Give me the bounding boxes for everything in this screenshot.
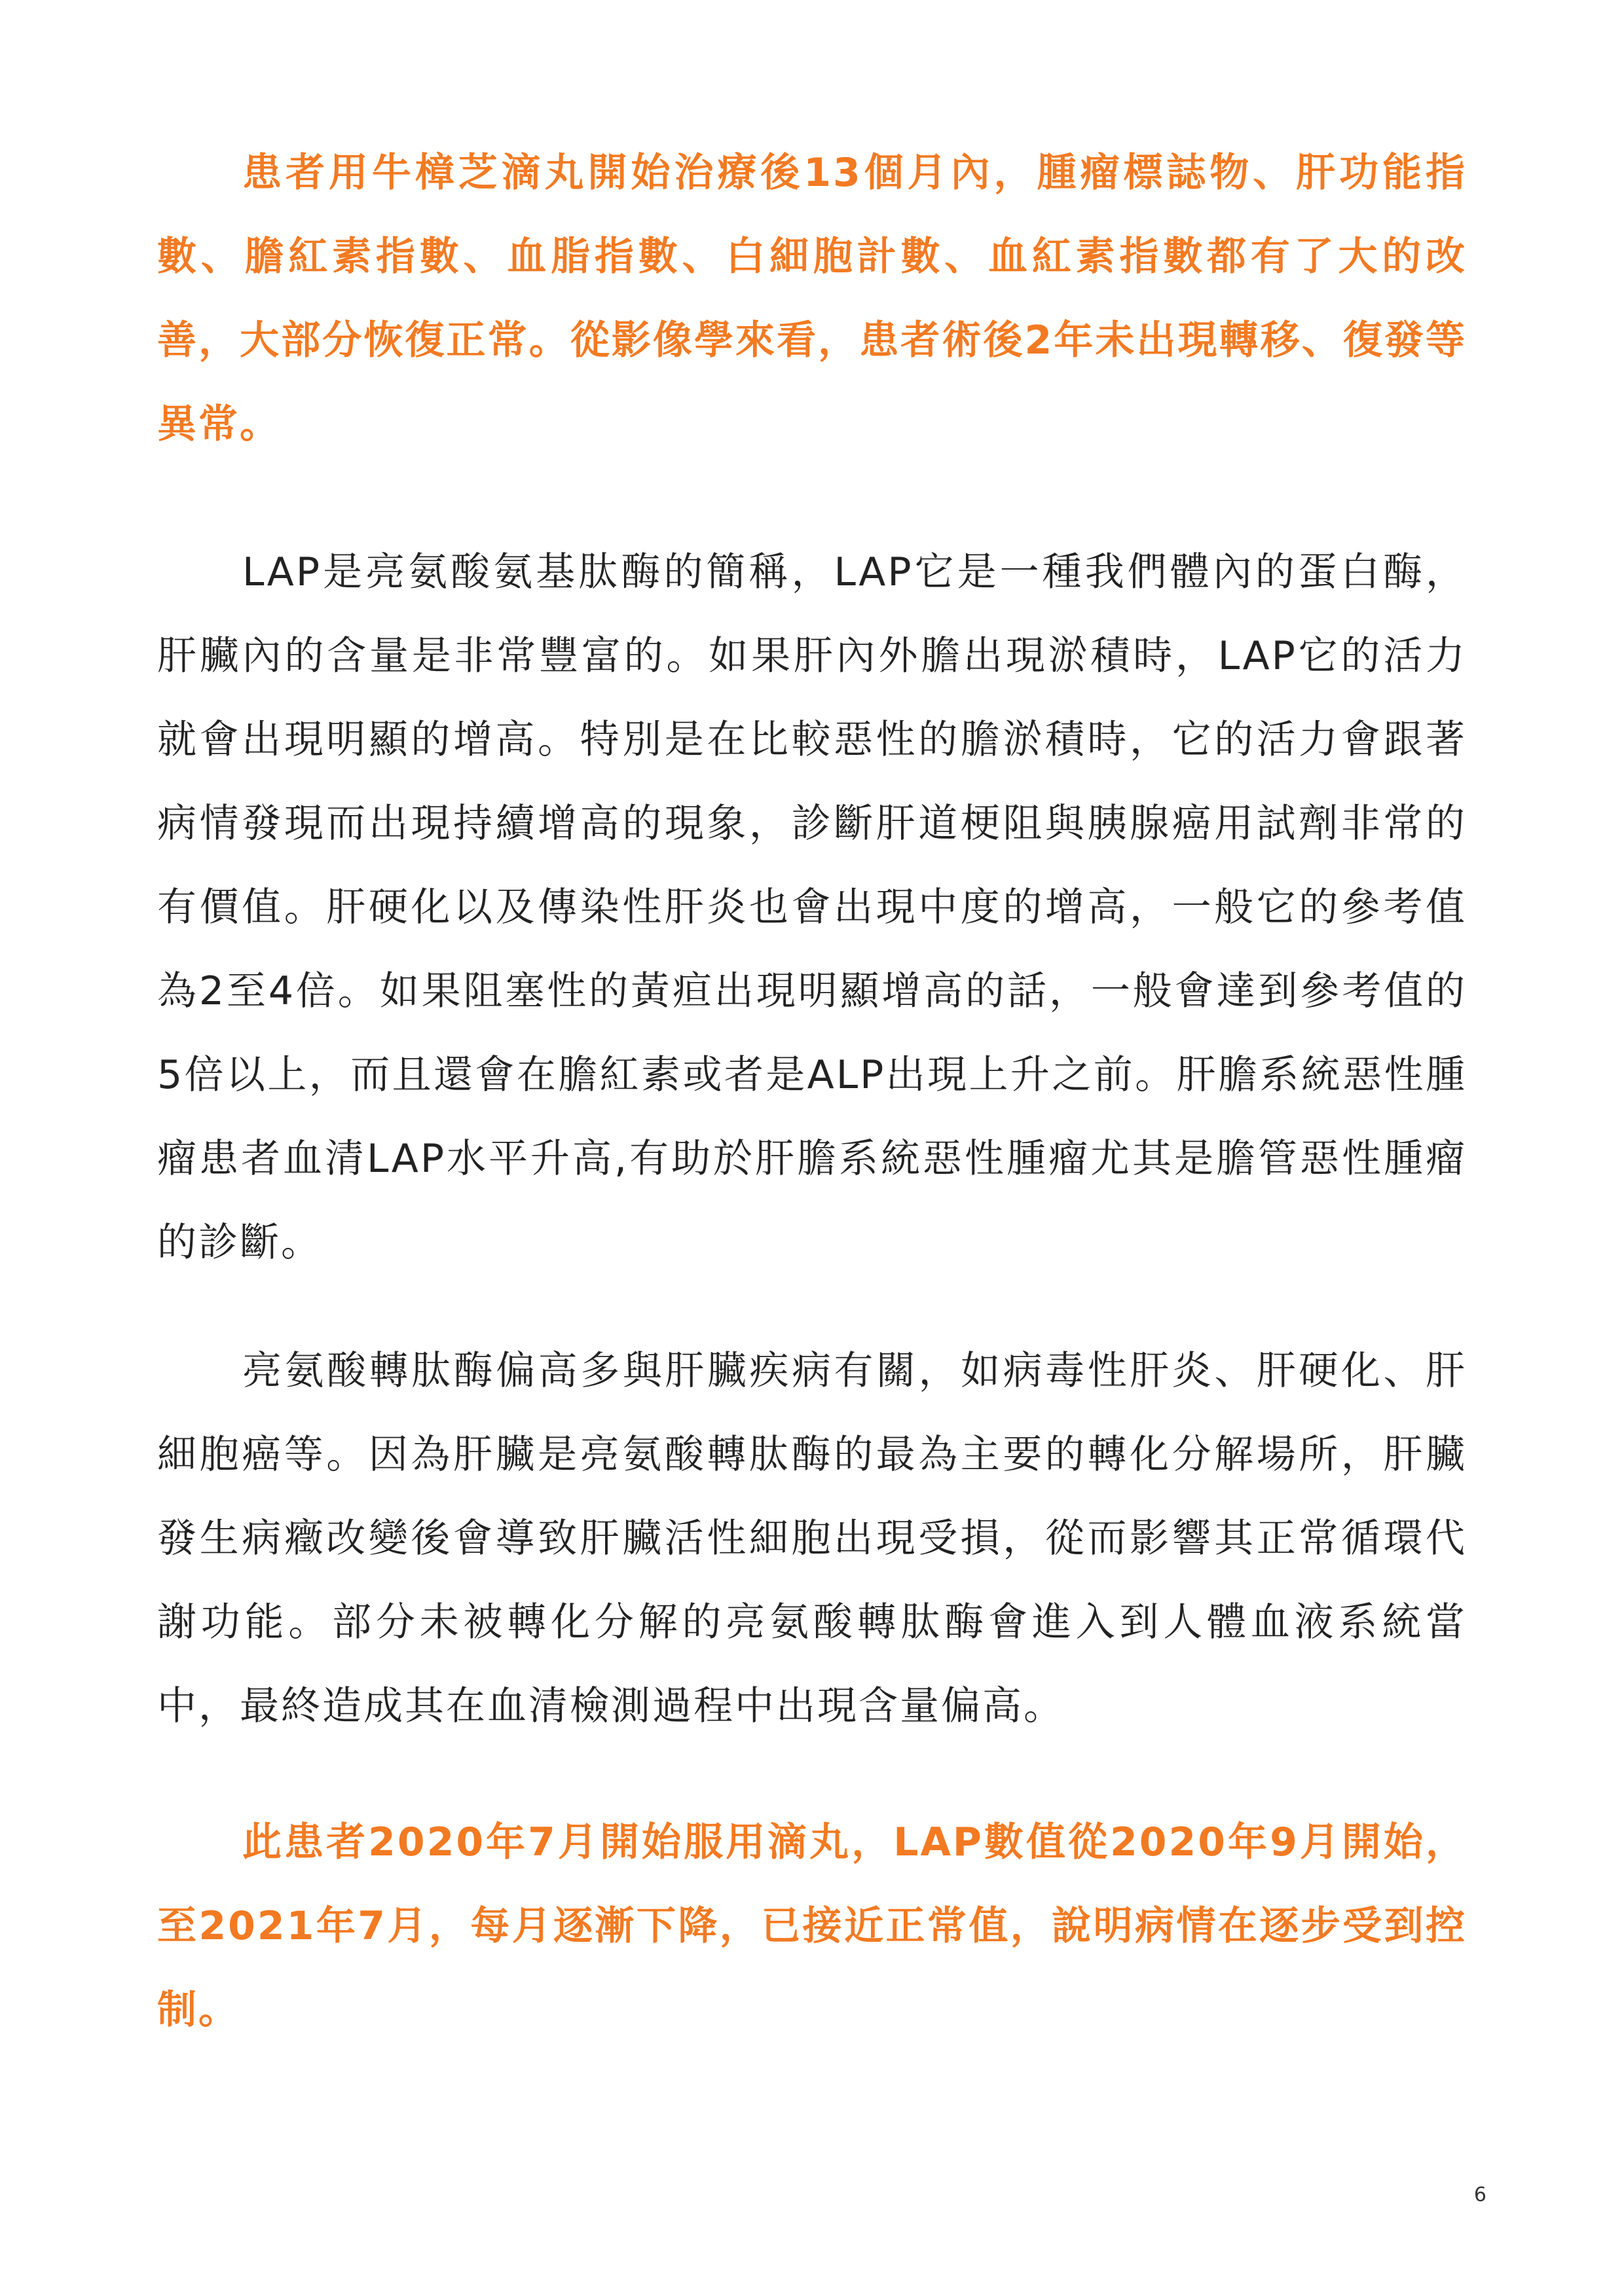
paragraph-lap-elevation-causes: 亮氨酸轉肽酶偏高多與肝臟疾病有關，如病毒性肝炎、肝硬化、肝細胞癌等。因為肝臟是亮氨酸轉肽酶的最為主要的轉化分解場所，肝臟發生病癥改變後會導致肝臟活性細胞出現受損，從而影響其正常循環代謝功能。部分未被轉化分解的亮氨酸轉肽酶會進入到人體血液系統當中，最終造成其在血清檢測過程中出現含量偏高。 [157,1348,1467,1729]
page-number: 6 [1473,2183,1486,2206]
paragraph-lap-definition: LAP是亮氨酸氨基肽酶的簡稱，LAP它是一種我們體內的蛋白酶，肝臟內的含量是非常豐富的。如果肝內外膽出現淤積時，LAP它的活力就會出現明顯的增高。特別是在比較惡性的膽淤積時，它的活力會跟著病情發現而出現持續增高的現象，診斷肝道梗阻與胰腺癌用試劑非常的有價值。肝硬化以及傳染性肝炎也會出現中度的增高，一般它的參考值為2至4倍。如果阻塞性的黃疸出現明顯增高的話，一般會達到參考值的5倍以上，而且還會在膽紅素或者是ALP出現上升之前。肝膽系統惡性腫瘤患者血清LAP水平升高,有助於肝膽系統惡性腫瘤尤其是膽管惡性腫瘤的診斷。 [157,549,1467,1266]
paragraph-patient-lap-trend: 此患者2020年7月開始服用滴丸，LAP數值從2020年9月開始，至2021年7月，每月逐漸下降，已接近正常值，說明病情在逐步受到控制。 [157,1819,1467,2033]
paragraph-treatment-outcome: 患者用牛樟芝滴丸開始治療後13個月內，腫瘤標誌物、肝功能指數、膽紅素指數、血脂指數、白細胞計數、血紅素指數都有了大的改善，大部分恢復正常。從影像學來看，患者術後2年未出現轉移、復發等異常。 [157,150,1467,447]
